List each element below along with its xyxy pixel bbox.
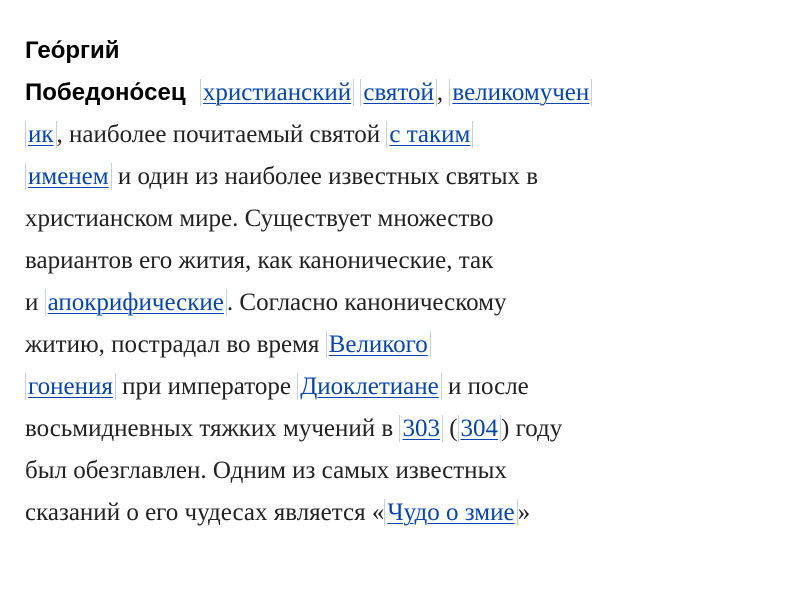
link-miracle-of-serpent[interactable]: Чудо о змие (384, 499, 517, 526)
article-text-segment: был обезглавлен. Одним из самых известных (25, 457, 507, 484)
article-line-10 (25, 408, 795, 450)
article-text-segment: вариантов его жития, как канонические, так (25, 247, 494, 274)
article-text-segment: и после (441, 373, 529, 400)
article-text-segment: » (517, 499, 531, 526)
link-christian[interactable]: христианский (200, 79, 354, 106)
link-year-304[interactable]: 304 (458, 415, 502, 442)
article-text-segment: ) году (501, 415, 563, 442)
link-great-persecution-part1[interactable]: Великого (326, 331, 431, 358)
article-line-4 (25, 156, 795, 198)
article-line-2 (25, 72, 795, 114)
article-text (25, 30, 795, 534)
comma-text: , (436, 79, 444, 106)
link-saint[interactable]: святой (360, 79, 437, 106)
link-great-persecution-part2[interactable]: гонения (25, 373, 116, 400)
link-year-303[interactable]: 303 (399, 415, 443, 442)
article-text-segment: и один из наиболее известных святых в (111, 163, 539, 190)
article-text-segment: христианском мире. Существует множество (25, 205, 494, 232)
article-text-segment: восьмидневных тяжких мучений в (25, 415, 400, 442)
link-same-name-part1[interactable]: с таким (386, 121, 473, 148)
article-text-segment: при императоре (115, 373, 298, 400)
article-text-segment: ( (442, 415, 458, 442)
article-title-first-name: Гео́ргий (25, 37, 120, 64)
article-line-11 (25, 450, 795, 492)
article-text-segment: . Согласно каноническому (226, 289, 507, 316)
article-line-12 (25, 492, 795, 534)
article-line-5 (25, 198, 795, 240)
link-diocletian[interactable]: Диоклетиане (297, 373, 442, 400)
link-great-martyr-part2[interactable]: ик (25, 121, 57, 148)
article-line-8 (25, 324, 795, 366)
article-text-segment: сказаний о его чудесах является « (25, 499, 385, 526)
article-title-last-name: Победоно́сец (25, 79, 186, 106)
link-same-name-part2[interactable]: именем (25, 163, 112, 190)
article-line-7 (25, 282, 795, 324)
article-line-6 (25, 240, 795, 282)
link-great-martyr-part1[interactable]: великомучен (449, 79, 592, 106)
article-text-segment: , наиболее почитаемый святой (56, 121, 387, 148)
article-text-segment: житию, пострадал во время (25, 331, 326, 358)
article-line-9 (25, 366, 795, 408)
article-line-3 (25, 114, 795, 156)
article-line-1 (25, 30, 795, 72)
article-text-segment: и (25, 289, 45, 316)
link-apocryphal[interactable]: апокрифические (45, 289, 227, 316)
